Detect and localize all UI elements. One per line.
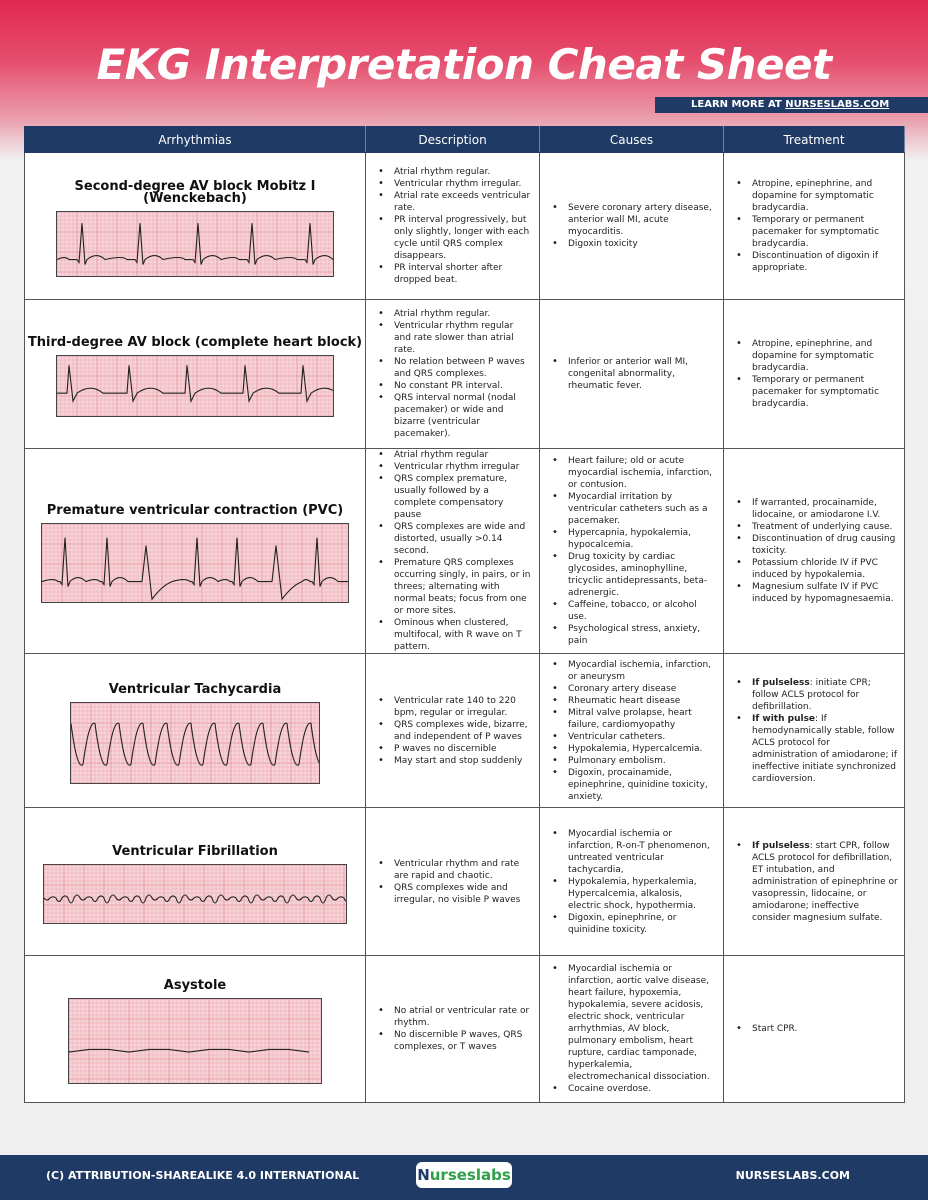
list-item: • Caffeine, tobacco, or alcohol use. xyxy=(552,599,717,623)
learn-more-bar[interactable] xyxy=(655,97,928,113)
arrhythmia-name: Second-degree AV block Mobitz I (Wenckebach) xyxy=(74,179,316,206)
footer xyxy=(0,1155,928,1200)
list-item: • Ventricular rate 140 to 220 bpm, regular or irregular. xyxy=(378,695,533,719)
list-item: • No atrial or ventricular rate or rhythm. xyxy=(378,1005,533,1029)
list-item: • Start CPR. xyxy=(736,1023,898,1035)
list-item: • Discontinuation of digoxin if appropriate. xyxy=(736,250,898,274)
list-item xyxy=(736,840,898,924)
causes-cell xyxy=(540,654,724,808)
list-item: • Severe coronary artery disease, anterior wall MI, acute myocarditis. xyxy=(552,202,717,238)
list-item: • Pulmonary embolism. xyxy=(552,755,717,767)
description-cell xyxy=(366,956,540,1103)
list-item: • Cocaine overdose. xyxy=(552,1083,717,1095)
learn-more-link[interactable]: NURSESLABS.COM xyxy=(785,99,890,110)
table-row xyxy=(25,808,905,956)
list-item: • P waves no discernible xyxy=(378,743,533,755)
bullet-list xyxy=(540,659,723,803)
list-item: • PR interval shorter after dropped beat. xyxy=(378,262,533,286)
bullet-list xyxy=(366,695,539,767)
bold-label: If with pulse xyxy=(752,713,816,724)
table-row xyxy=(25,153,905,300)
arrhythmia-cell xyxy=(25,956,366,1103)
arrhythmia-cell xyxy=(25,808,366,956)
list-item xyxy=(736,713,898,785)
bullet-list xyxy=(540,356,723,392)
list-item-text: : If hemodynamically stable, follow ACLS protocol for administration of amiodarone; if ineffective initiate synchronized cardioversion. xyxy=(752,713,898,784)
causes-cell xyxy=(540,956,724,1103)
list-item: • Temporary or permanent pacemaker for symptomatic bradycardia. xyxy=(736,214,898,250)
list-item: • Ventricular rhythm irregular. xyxy=(378,178,533,190)
list-item: • Mitral valve prolapse, heart failure, cardiomyopathy xyxy=(552,707,717,731)
list-item: • Atrial rhythm regular. xyxy=(378,308,533,320)
description-cell xyxy=(366,808,540,956)
list-item: • QRS complex premature, usually followed by a complete compensatory pause xyxy=(378,473,533,521)
bullet-list xyxy=(540,963,723,1095)
list-item: • Atropine, epinephrine, and dopamine for symptomatic bradycardia. xyxy=(736,338,898,374)
list-item: • Drug toxicity by cardiac glycosides, aminophylline, tricyclic antidepressants, beta-adrenergic. xyxy=(552,551,717,599)
causes-cell xyxy=(540,808,724,956)
list-item xyxy=(736,677,898,713)
description-cell xyxy=(366,153,540,300)
page-title: EKG Interpretation Cheat Sheet xyxy=(96,40,832,89)
ekg-strip-third-degree xyxy=(56,355,334,417)
treatment-cell xyxy=(724,300,905,449)
bullet-list xyxy=(724,840,904,924)
table-row xyxy=(25,300,905,449)
list-item: • No discernible P waves, QRS complexes, or T waves xyxy=(378,1029,533,1053)
list-item: • Potassium chloride IV if PVC induced by hypokalemia. xyxy=(736,557,898,581)
ekg-strip-asystole xyxy=(68,998,322,1084)
arrhythmia-name: Premature ventricular contraction (PVC) xyxy=(46,503,344,518)
list-item: • Ventricular rhythm and rate are rapid and chaotic. xyxy=(378,858,533,882)
list-item: • Digoxin, epinephrine, or quinidine toxicity. xyxy=(552,912,717,936)
list-item: • Digoxin, procainamide, epinephrine, quinidine toxicity, anxiety. xyxy=(552,767,717,803)
list-item: • Hypokalemia, hyperkalemia, Hypercalcemia, alkalosis, electric shock, hypothermia. xyxy=(552,876,717,912)
arrhythmia-name: Ventricular Fibrillation xyxy=(112,843,278,859)
table-header-row xyxy=(25,127,905,153)
list-item: • Temporary or permanent pacemaker for symptomatic bradycardia. xyxy=(736,374,898,410)
list-item: • Myocardial ischemia or infarction, R-on-T phenomenon, untreated ventricular tachycardia, xyxy=(552,828,717,876)
table-row xyxy=(25,654,905,808)
list-item: • Inferior or anterior wall MI, congenital abnormality, rheumatic fever. xyxy=(552,356,717,392)
arrhythmia-cell xyxy=(25,449,366,654)
list-item: • Myocardial ischemia or infarction, aortic valve disease, heart failure, hypoxemia, hypokalemia, severe acidosis, electric shock, ventricular arrhythmias, AV block, pulmonary embolism, heart rupture, cardiac tamponade, hyperkalemia, electromechanical dissociation. xyxy=(552,963,717,1083)
list-item: • Psychological stress, anxiety, pain xyxy=(552,623,717,647)
ekg-strip-wenckebach xyxy=(56,211,334,277)
bullet-list xyxy=(540,202,723,250)
list-item: • Heart failure; old or acute myocardial ischemia, infarction, or contusion. xyxy=(552,455,717,491)
bold-label: If pulseless xyxy=(752,677,810,688)
bullet-list xyxy=(724,677,904,785)
ekg-paper xyxy=(69,999,322,1084)
bullet-list xyxy=(366,449,539,653)
description-cell xyxy=(366,300,540,449)
description-cell xyxy=(366,654,540,808)
ekg-paper xyxy=(71,703,320,784)
list-item: • Ventricular catheters. xyxy=(552,731,717,743)
list-item: • QRS complexes wide, bizarre, and independent of P waves xyxy=(378,719,533,743)
column-header-causes: Causes xyxy=(540,127,724,153)
list-item: • PR interval progressively, but only slightly, longer with each cycle until QRS complex disappears. xyxy=(378,214,533,262)
list-item: • Rheumatic heart disease xyxy=(552,695,717,707)
ekg-strip-pvc xyxy=(41,523,349,603)
bullet-list xyxy=(724,178,904,274)
arrhythmia-name: Ventricular Tachycardia xyxy=(108,681,282,697)
list-item: • Ventricular rhythm regular and rate slower than atrial rate. xyxy=(378,320,533,356)
list-item: • Myocardial ischemia, infarction, or aneurysm xyxy=(552,659,717,683)
list-item-text: : initiate CPR; follow ACLS protocol for defibrillation. xyxy=(752,677,871,712)
list-item: • If warranted, procainamide, lidocaine, or amiodarone I.V. xyxy=(736,497,898,521)
table-row xyxy=(25,449,905,654)
logo-rest: urseslabs xyxy=(429,1166,511,1184)
bullet-list xyxy=(724,1023,904,1035)
bullet-list xyxy=(366,166,539,286)
list-item: • QRS complexes wide and irregular, no visible P waves xyxy=(378,882,533,906)
treatment-cell xyxy=(724,153,905,300)
list-item: • Atrial rate exceeds ventricular rate. xyxy=(378,190,533,214)
bullet-list xyxy=(366,308,539,440)
list-item: • Digoxin toxicity xyxy=(552,238,717,250)
treatment-cell xyxy=(724,654,905,808)
list-item: • May start and stop suddenly xyxy=(378,755,533,767)
ekg-table xyxy=(24,126,905,1103)
list-item: • Atrial rhythm regular. xyxy=(378,166,533,178)
bullet-list xyxy=(540,455,723,647)
causes-cell xyxy=(540,449,724,654)
treatment-cell xyxy=(724,808,905,956)
bullet-list xyxy=(540,828,723,936)
list-item: • Hypokalemia, Hypercalcemia. xyxy=(552,743,717,755)
list-item: • Premature QRS complexes occurring singly, in pairs, or in threes; alternating with normal beats; focus from one or more sites. xyxy=(378,557,533,617)
bullet-list xyxy=(366,1005,539,1053)
arrhythmia-name: Asystole xyxy=(163,978,227,993)
column-header-treatment: Treatment xyxy=(724,127,905,153)
list-item: • Myocardial irritation by ventricular catheters such as a pacemaker. xyxy=(552,491,717,527)
list-item: • Hypercapnia, hypokalemia, hypocalcemia. xyxy=(552,527,717,551)
list-item: • No relation between P waves and QRS complexes. xyxy=(378,356,533,380)
list-item: • Ominous when clustered, multifocal, with R wave on T pattern. xyxy=(378,617,533,653)
ekg-paper xyxy=(57,212,334,277)
ekg-strip-vfib xyxy=(43,864,347,924)
arrhythmia-cell xyxy=(25,153,366,300)
list-item: • Atropine, epinephrine, and dopamine for symptomatic bradycardia. xyxy=(736,178,898,214)
treatment-cell xyxy=(724,449,905,654)
table-row xyxy=(25,956,905,1103)
logo-initial: N xyxy=(417,1166,430,1184)
ekg-paper xyxy=(44,865,347,924)
bullet-list xyxy=(724,338,904,410)
treatment-cell xyxy=(724,956,905,1103)
list-item: • Treatment of underlying cause. xyxy=(736,521,898,533)
column-header-description: Description xyxy=(366,127,540,153)
list-item: • Coronary artery disease xyxy=(552,683,717,695)
list-item: • Atrial rhythm regular xyxy=(378,449,533,461)
causes-cell xyxy=(540,153,724,300)
nurseslabs-logo[interactable] xyxy=(416,1162,512,1188)
ekg-strip-vtach xyxy=(70,702,320,784)
arrhythmia-cell xyxy=(25,654,366,808)
causes-cell xyxy=(540,300,724,449)
description-cell xyxy=(366,449,540,654)
bullet-list xyxy=(366,858,539,906)
bold-label: If pulseless xyxy=(752,840,810,851)
license-text: (C) ATTRIBUTION-SHAREALIKE 4.0 INTERNATIONAL xyxy=(46,1169,360,1182)
list-item: • Magnesium sulfate IV if PVC induced by hypomagnesaemia. xyxy=(736,581,898,605)
list-item: • Discontinuation of drug causing toxicity. xyxy=(736,533,898,557)
list-item: • No constant PR interval. xyxy=(378,380,533,392)
header xyxy=(0,0,928,120)
list-item: • QRS interval normal (nodal pacemaker) or wide and bizarre (ventricular pacemaker). xyxy=(378,392,533,440)
footer-url[interactable]: NURSESLABS.COM xyxy=(735,1169,850,1182)
arrhythmia-cell xyxy=(25,300,366,449)
list-item: • QRS complexes are wide and distorted, usually >0.14 second. xyxy=(378,521,533,557)
bullet-list xyxy=(724,497,904,605)
list-item-text: : start CPR, follow ACLS protocol for defibrillation, ET intubation, and administration of epinephrine or vasopressin, lidocaine, or amiodarone; ineffective consider magnesium sulfate. xyxy=(752,840,898,923)
arrhythmia-name: Third-degree AV block (complete heart block) xyxy=(27,335,363,350)
list-item: • Ventricular rhythm irregular xyxy=(378,461,533,473)
learn-more-prefix: LEARN MORE AT xyxy=(691,99,782,110)
column-header-arrhythmias: Arrhythmias xyxy=(25,127,366,153)
